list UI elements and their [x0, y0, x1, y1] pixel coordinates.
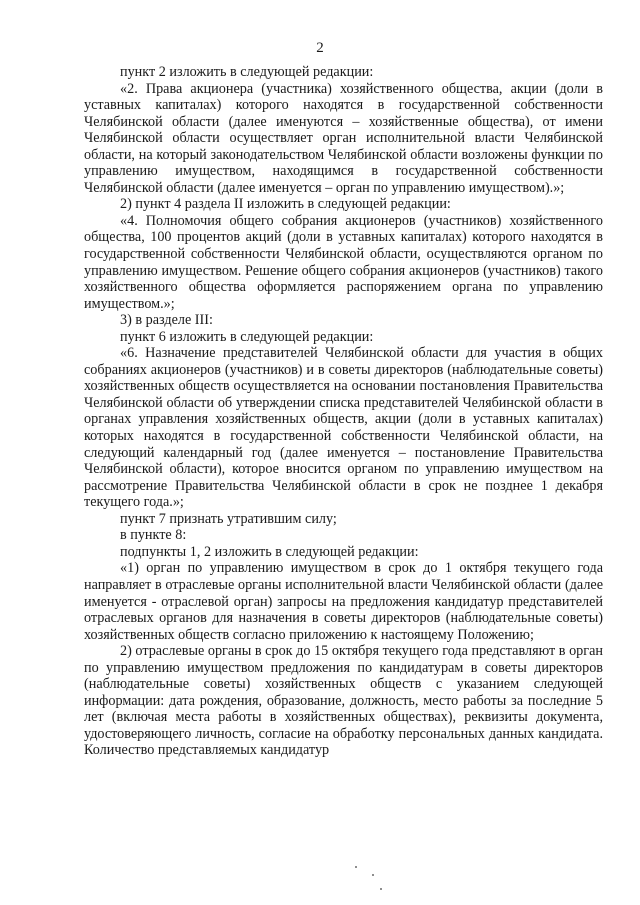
scan-speck	[372, 874, 374, 876]
paragraph: пункт 6 изложить в следующей редакции:	[120, 328, 374, 345]
document-body	[84, 64, 603, 759]
scan-speck	[355, 866, 357, 868]
paragraph: «6. Назначение представителей Челябинской области для участия в общих собраниях акционеров (участников) и в советы директоров (наблюдательные советы) хозяйственных обществ осуществляется на основании постановления Правительства Челябинской области об утверждении списка представителей Челябинской области в органах управления хозяйственных обществ, акции (доли в уставных капиталах) которых находятся в государственной собственности Челябинской области, на следующий календарный год (далее именуется – постановление Правительства Челябинской области), которое вносится органом по управлению имуществом на рассмотрение Правительства Челябинской области в срок не позднее 1 декабря текущего года.»;	[84, 345, 603, 511]
paragraph: пункт 7 признать утратившим силу;	[120, 510, 337, 527]
paragraph: «4. Полномочия общего собрания акционеров (участников) хозяйственного общества, 100 процентов акций (доли в уставных капиталах) которого находятся в государственной собственности Челябинской области, осуществляются органом по управлению имуществом. Решение общего собрания акционеров (участников) такого хозяйственного общества оформляется распоряжением органа по управлению имуществом.»;	[84, 212, 603, 312]
paragraph: 2) пункт 4 раздела II изложить в следующей редакции:	[120, 196, 451, 213]
paragraph: 2) отраслевые органы в срок до 15 октября текущего года представляют в орган по управлению имуществом предложения по кандидатурам в советы директоров (наблюдательные советы) хозяйственных обществ с указанием следующей информации: дата рождения, образование, должность, место работы за последние 5 лет (включая места работы в хозяйственных обществах), реквизиты документа, удостоверяющего личность, согласие на обработку персональных данных кандидата. Количество представляемых кандидатур	[84, 643, 603, 759]
paragraph: «2. Права акционера (участника) хозяйственного общества, акции (доли в уставных капиталах) которого находятся в государственной собственности Челябинской области (далее именуются – хозяйственные общества), от имени Челябинской области осуществляет орган исполнительной власти Челябинской области, на который законодательством Челябинской области возложены функции по управлению имуществом, находящимся в государственной собственности Челябинской области (далее именуется – орган по управлению имуществом).»;	[84, 80, 603, 196]
paragraph: «1) орган по управлению имуществом в срок до 1 октября текущего года направляет в отраслевые органы исполнительной власти Челябинской области (далее именуется - отраслевой орган) запросы на предложения кандидатур представителей отраслевых органов для назначения в советы директоров (наблюдательные советы) хозяйственных обществ согласно приложению к настоящему Положению;	[84, 560, 603, 643]
scan-speck	[380, 888, 382, 890]
paragraph: подпункты 1, 2 изложить в следующей редакции:	[120, 543, 419, 560]
page-number: 2	[316, 40, 324, 56]
paragraph: пункт 2 изложить в следующей редакции:	[120, 64, 374, 80]
paragraph: 3) в разделе III:	[120, 312, 213, 329]
paragraph: в пункте 8:	[120, 527, 187, 544]
